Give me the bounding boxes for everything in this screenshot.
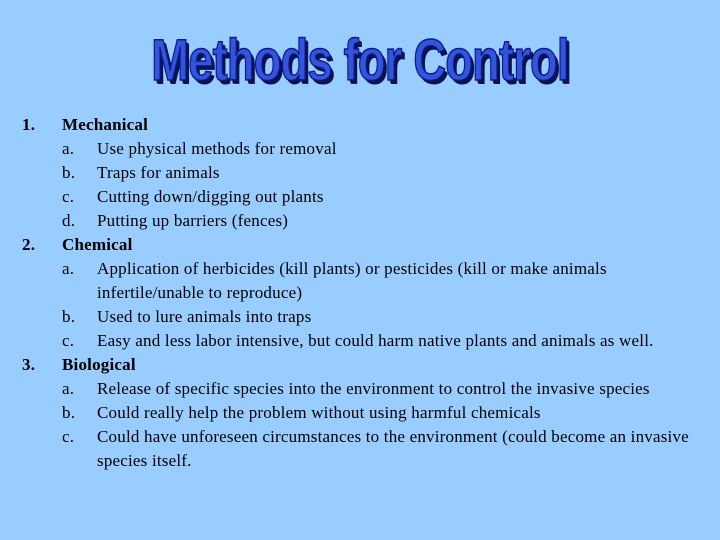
section-chemical [22, 233, 702, 353]
item-text: Used to lure animals into traps [97, 307, 312, 326]
item-text: Putting up barriers (fences) [97, 211, 289, 230]
item-text: Could have unforeseen circumstances to the environment (could become an invasive species itself. [97, 427, 689, 470]
section-number: 1. [22, 115, 36, 134]
list-item [62, 161, 702, 185]
list-item [62, 305, 702, 329]
item-letter: a. [62, 379, 75, 398]
item-letter: c. [62, 427, 75, 446]
item-text: Easy and less labor intensive, but could harm native plants and animals as well. [97, 331, 654, 350]
item-text: Could really help the problem without using harmful chemicals [97, 403, 541, 422]
item-letter: c. [62, 331, 75, 350]
item-letter: b. [62, 307, 76, 326]
item-letter: a. [62, 139, 75, 158]
section-biological [22, 353, 702, 473]
list-item [62, 185, 702, 209]
section-mechanical [22, 113, 702, 233]
section-heading: Biological [62, 355, 136, 374]
slide-title: Methods for Control [151, 28, 569, 93]
item-letter: c. [62, 187, 75, 206]
section-number: 3. [22, 355, 36, 374]
item-text: Application of herbicides (kill plants) or pesticides (kill or make animals infertile/unable to reproduce) [97, 259, 607, 302]
item-letter: d. [62, 211, 76, 230]
list-item [62, 137, 702, 161]
item-text: Use physical methods for removal [97, 139, 337, 158]
item-letter: a. [62, 259, 75, 278]
item-letter: b. [62, 163, 76, 182]
list-item [62, 401, 702, 425]
section-number: 2. [22, 235, 36, 254]
list-item [62, 209, 702, 233]
section-heading: Mechanical [62, 115, 149, 134]
section-heading: Chemical [62, 235, 133, 254]
list-item [62, 425, 702, 473]
item-text: Traps for animals [97, 163, 220, 182]
item-text: Cutting down/digging out plants [97, 187, 324, 206]
list-item [62, 257, 702, 305]
outline-list [22, 113, 702, 473]
item-text: Release of specific species into the environment to control the invasive species [97, 379, 650, 398]
list-item [62, 329, 702, 353]
item-letter: b. [62, 403, 76, 422]
list-item [62, 377, 702, 401]
